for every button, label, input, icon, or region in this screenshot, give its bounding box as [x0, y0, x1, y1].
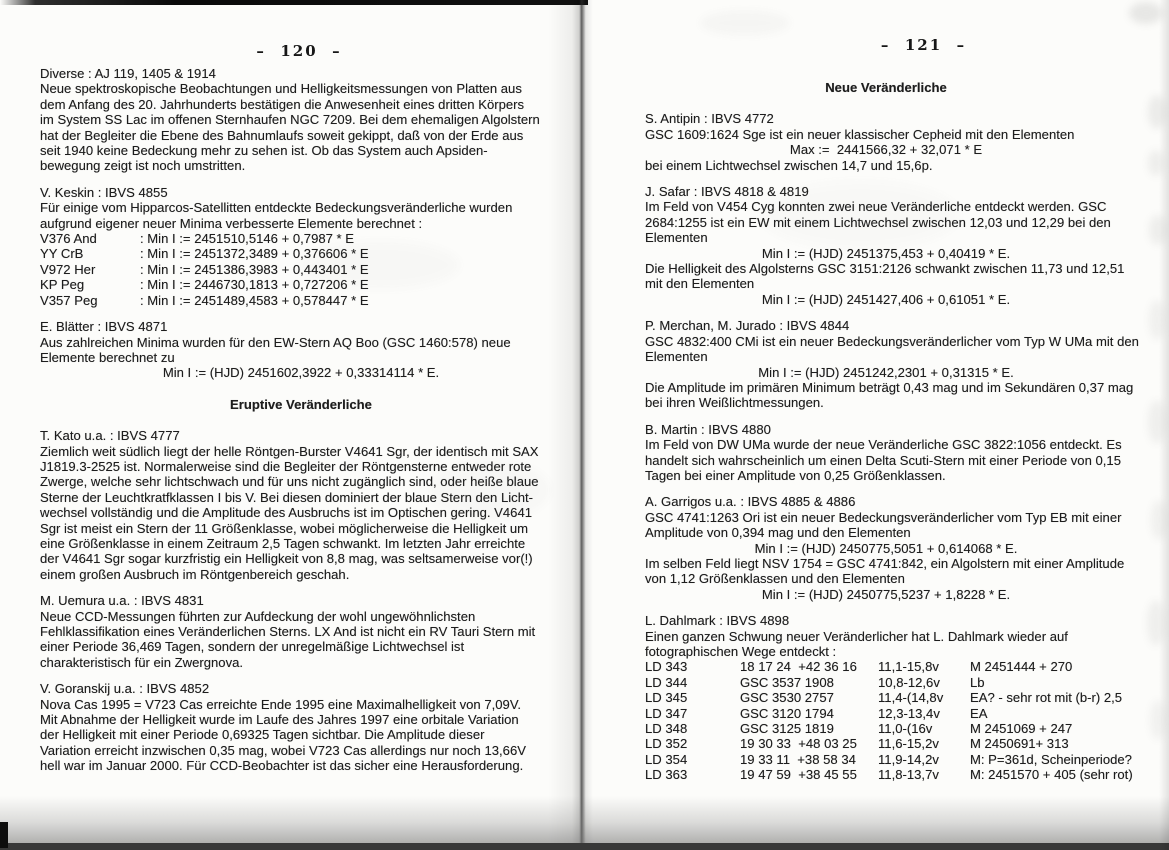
text-line: bewegung zeigt ist noch umstritten.: [40, 158, 246, 174]
text-line: von 1,12 Größenklassen und den Elementen: [645, 571, 905, 587]
text-cell: 11,8-13,7v: [878, 767, 939, 783]
table-row: [645, 736, 1127, 751]
text-cell: : Min I := 2451489,4583 + 0,578447 * E: [140, 292, 369, 308]
page-number-left: – 120 –: [256, 42, 342, 60]
text-line: Im Feld von DW UMa wurde der neue Veränderliche GSC 3822:1056 entdeckt. Es: [645, 437, 1122, 453]
formula-line: Max := 2441566,32 + 32,071 * E: [789, 142, 983, 158]
text-cell: M: 2451570 + 405 (sehr rot): [970, 767, 1133, 783]
text-cell: 18 17 24 +42 36 16: [740, 659, 857, 675]
element-line: [40, 293, 562, 308]
text-cell: 19 47 59 +38 45 55: [740, 767, 857, 783]
text-cell: 11,1-15,8v: [878, 659, 939, 675]
book-gutter-shadow: [548, 0, 608, 850]
text-line: Elemente berechnet zu: [40, 349, 175, 365]
text-line: Variation erreicht inzwischen 0,35 mag, wobei V723 Cas allerdings nur noch 13,66V: [40, 742, 526, 758]
page-120-content: [40, 66, 562, 785]
text-cell: LD 352: [645, 736, 688, 752]
text-cell: Lb: [970, 674, 985, 690]
text-line: Diverse : AJ 119, 1405 & 1914: [40, 66, 216, 81]
paragraph: [40, 185, 562, 308]
text-cell: LD 344: [645, 674, 688, 690]
element-line: [40, 277, 562, 292]
text-cell: V972 Her: [40, 261, 96, 277]
text-line: eine Größenklasse in einem Zeitraum 2,5 Tagen schwankt. Im letzten Jahr erreichte: [40, 535, 526, 551]
formula-line: Min I := (HJD) 2451427,406 + 0,61051 * E.: [761, 291, 1011, 307]
table-row: [645, 706, 1127, 721]
formula-line: Min I := (HJD) 2451242,2301 + 0,31315 * E.: [758, 364, 1014, 380]
text-line: Sgr ist meist ein Stern der 11 Größenklasse, wobei möglicherweise die Helligkeit um: [40, 520, 529, 536]
text-line: Im Feld von V454 Cyg konnten zwei neue Veränderliche entdeckt werden. GSC: [645, 199, 1107, 215]
text-line: V. Goranskij u.a. : IBVS 4852: [40, 681, 210, 697]
text-line: GSC 4832:400 CMi ist ein neuer Bedeckungsveränderlicher vom Typ W UMa mit den: [645, 333, 1139, 349]
text-line: Nova Cas 1995 = V723 Cas erreichte Ende 1995 eine Maximalhelligkeit von 7,09V.: [40, 696, 522, 712]
element-line: [40, 262, 562, 277]
text-line: Mit Abnahme der Helligkeit wurde im Laufe des Jahres 1997 eine orbitale Variation: [40, 712, 519, 728]
text-line: A. Garrigos u.a. : IBVS 4885 & 4886: [645, 494, 856, 510]
text-line: L. Dahlmark : IBVS 4898: [645, 613, 790, 629]
text-cell: M 2450691+ 313: [970, 736, 1069, 752]
text-cell: 11,4-(14,8v: [878, 690, 944, 706]
text-line: Elementen: [645, 230, 708, 246]
text-line: J. Safar : IBVS 4818 & 4819: [645, 184, 809, 200]
paragraph: [40, 319, 562, 381]
text-cell: M 2451069 + 247: [970, 721, 1073, 737]
text-line: Für einige vom Hipparcos-Satellitten entdeckte Bedeckungsveränderliche wurden: [40, 200, 513, 216]
text-line: GSC 1609:1624 Sge ist ein neuer klassischer Cepheid mit den Elementen: [645, 126, 1075, 142]
text-cell: LD 347: [645, 705, 688, 721]
text-cell: EA: [970, 705, 988, 721]
paragraph: [645, 494, 1127, 602]
paragraph: [645, 422, 1127, 484]
paragraph: [645, 111, 1127, 173]
paragraph: [645, 318, 1139, 411]
text-cell: YY CrB: [40, 246, 84, 262]
text-cell: 11,9-14,2v: [878, 751, 939, 767]
text-line: Die Amplitude im primären Minimum beträgt 0,43 mag und im Sekundären 0,37 mag: [645, 379, 1134, 395]
text-line: Neue CCD-Messungen führten zur Aufdeckung der wohl ungewöhnlichsten: [40, 608, 476, 624]
text-line: Fehlklassifikation eines Veränderlichen Sterns. LX And ist nicht ein RV Tauri Stern mit: [40, 624, 536, 639]
text-line: Elementen: [645, 349, 708, 365]
section-heading: Eruptive Veränderliche: [230, 396, 372, 412]
text-line: einem großen Ausbruch im Röntgenbereich geschah.: [40, 566, 350, 582]
text-cell: GSC 3125 1819: [740, 721, 834, 737]
text-cell: 11,0-(16v: [878, 721, 933, 737]
scan-bottom-shadow: [0, 796, 1169, 844]
text-line: Die Helligkeit des Algolsterns GSC 3151:2126 schwankt zwischen 11,73 und 12,51: [645, 261, 1125, 277]
text-line: J1819.3-2525 ist. Normalerweise sind die Begleiter der Röntgensterne entweder rote: [40, 458, 532, 474]
table-row: [645, 675, 1127, 690]
text-line: einer Periode 36,469 Tagen, sondern der unregelmäßige Lichtwechsel ist: [40, 639, 465, 655]
text-cell: M: P=361d, Scheinperiode?: [970, 751, 1132, 767]
section-heading: Neue Veränderliche: [825, 80, 947, 95]
text-line: hell war im Januar 2000. Für CCD-Beobachter ist das sicher eine Herausforderung.: [40, 758, 524, 774]
text-cell: KP Peg: [40, 277, 85, 293]
text-line: Neue spektroskopische Beobachtungen und Helligkeitsmessungen von Platten aus: [40, 81, 522, 97]
text-line: der V4641 Sgr sogar kurzfristig ein Helligkeit von 8,8 mag, was seltsamerweise vor(!): [40, 551, 533, 567]
text-line: T. Kato u.a. : IBVS 4777: [40, 428, 180, 444]
text-line: 2684:1255 ist ein EW mit einem Lichtwechsel zwischen 12,03 und 12,29 bei den: [645, 214, 1111, 230]
text-cell: GSC 3530 2757: [740, 690, 834, 706]
text-cell: 11,6-15,2v: [878, 736, 939, 752]
table-row: [645, 751, 1132, 767]
scan-right-edge: [1159, 0, 1169, 850]
text-cell: : Min I := 2451510,5146 + 0,7987 * E: [140, 231, 355, 247]
text-cell: : Min I := 2451372,3489 + 0,376606 * E: [140, 246, 369, 262]
formula-line: Min I := (HJD) 2450775,5051 + 0,614068 * E.: [754, 540, 1018, 556]
text-cell: LD 354: [645, 751, 688, 767]
table-row: [645, 690, 1127, 705]
text-line: bei ihren Weißlichtmessungen.: [645, 395, 824, 411]
text-cell: M 2451444 + 270: [970, 659, 1073, 675]
paragraph: [645, 613, 1133, 783]
text-line: Einen ganzen Schwung neuer Veränderlicher hat L. Dahlmark wieder auf: [645, 628, 1068, 644]
text-line: im System SS Lac im offenen Sternhaufen NGC 7209. Bei dem ehemaligen Algolstern: [40, 112, 540, 128]
element-line: [40, 231, 562, 246]
text-line: hat der Begleiter die Ebene des Bahnumlaufs soweit gekippt, daß von der Erde aus: [40, 127, 524, 143]
page-121: [608, 0, 1169, 850]
text-line: GSC 4741:1263 Ori ist ein neuer Bedeckungsveränderlicher vom Typ EB mit einer: [645, 509, 1122, 525]
text-cell: 12,3-13,4v: [878, 705, 940, 721]
text-cell: LD 348: [645, 721, 688, 737]
text-line: der Helligkeit mit einer Periode 0,69325 Tagen sichtbar. Die Amplitude dieser: [40, 727, 485, 743]
table-row: [645, 659, 1127, 674]
text-line: dem Anfang des 20. Jahrhunderts bestätigen die Anwesenheit eines dritten Körpers: [40, 96, 525, 112]
text-line: bei einem Lichtwechsel zwischen 14,7 und 15,6p.: [645, 157, 933, 173]
text-line: S. Antipin : IBVS 4772: [645, 111, 774, 127]
text-line: Ziemlich weit südlich liegt der helle Röntgen-Burster V4641 Sgr, der identisch mit SAX: [40, 443, 539, 459]
text-cell: LD 345: [645, 690, 688, 706]
table-row: [645, 767, 1133, 783]
text-cell: : Min I := 2446730,1813 + 0,727206 * E: [140, 277, 369, 293]
paragraph: [40, 593, 562, 670]
text-line: P. Merchan, M. Jurado : IBVS 4844: [645, 318, 850, 334]
text-cell: V357 Peg: [40, 292, 98, 308]
text-line: seit 1940 keine Bedeckung mehr zu sehen ist. Ob das System auch Apsiden-: [40, 143, 488, 159]
page-number-right: – 121 –: [880, 36, 967, 54]
text-line: M. Uemura u.a. : IBVS 4831: [40, 593, 204, 609]
paragraph: [645, 184, 1127, 307]
text-line: Sterne der Leuchtkratfklassen I bis V. Bei diesen dominiert der blaue Stern den Licht-: [40, 489, 533, 505]
text-line: fotographischen Wege entdeckt :: [645, 644, 837, 659]
text-line: aufgrund eigener neuer Minima verbesserte Elemente berechnet :: [40, 215, 423, 231]
scan-corner-notch: [0, 822, 8, 848]
text-line: Im selben Feld liegt NSV 1754 = GSC 4741:842, ein Algolstern mit einer Amplitude: [645, 555, 1125, 571]
text-cell: V376 And: [40, 231, 97, 247]
text-line: V. Keskin : IBVS 4855: [40, 184, 168, 200]
table-row: [645, 721, 1127, 736]
text-cell: EA? - sehr rot mit (b-r) 2,5: [970, 690, 1123, 706]
text-cell: GSC 3120 1794: [740, 705, 834, 721]
text-line: Amplitude von 0,394 mag und den Elementen: [645, 525, 911, 541]
text-line: wechsel vollständig und die Amplitude des Ausbruchs ist im Optischen gering. V4641: [40, 505, 533, 521]
scan-bottom-bar: [0, 843, 1169, 850]
text-line: B. Martin : IBVS 4880: [645, 421, 771, 437]
text-cell: 10,8-12,6v: [878, 674, 940, 690]
paragraph: [40, 66, 562, 174]
text-cell: 19 30 33 +48 03 25: [740, 736, 857, 752]
text-line: Zwerge, welche sehr lichtschwach und für uns nicht zugänglich sind, oder heiße blaue: [40, 474, 539, 490]
text-line: E. Blätter : IBVS 4871: [40, 319, 168, 335]
text-line: Aus zahlreichen Minima wurden für den EW-Stern AQ Boo (GSC 1460:578) neue: [40, 334, 511, 350]
formula-line: Min I := (HJD) 2451375,453 + 0,40419 * E.: [761, 245, 1011, 261]
text-line: Tagen bei einer Amplitude von 0,25 Größenklassen.: [645, 467, 946, 483]
page-120: [0, 0, 578, 850]
formula-line: Min I := (HJD) 2450775,5237 + 1,8228 * E.: [761, 586, 1011, 602]
paragraph: [40, 681, 562, 773]
scan-top-bar: [0, 0, 588, 5]
formula-line: Min I := (HJD) 2451602,3922 + 0,33314114 * E.: [162, 365, 440, 381]
text-cell: LD 363: [645, 767, 688, 783]
text-line: mit den Elementen: [645, 276, 755, 292]
paragraph: [40, 428, 562, 582]
text-cell: 19 33 11 +38 58 34: [740, 751, 856, 767]
text-cell: : Min I := 2451386,3983 + 0,443401 * E: [140, 261, 369, 277]
text-line: charakteristisch für ein Zwergnova.: [40, 654, 244, 670]
element-line: [40, 246, 562, 261]
text-cell: LD 343: [645, 659, 688, 675]
text-cell: GSC 3537 1908: [740, 674, 834, 690]
text-line: handelt sich wahrscheinlich um einen Delta Scuti-Stern mit einer Periode von 0,15: [645, 452, 1121, 468]
page-121-content: [645, 64, 1139, 794]
